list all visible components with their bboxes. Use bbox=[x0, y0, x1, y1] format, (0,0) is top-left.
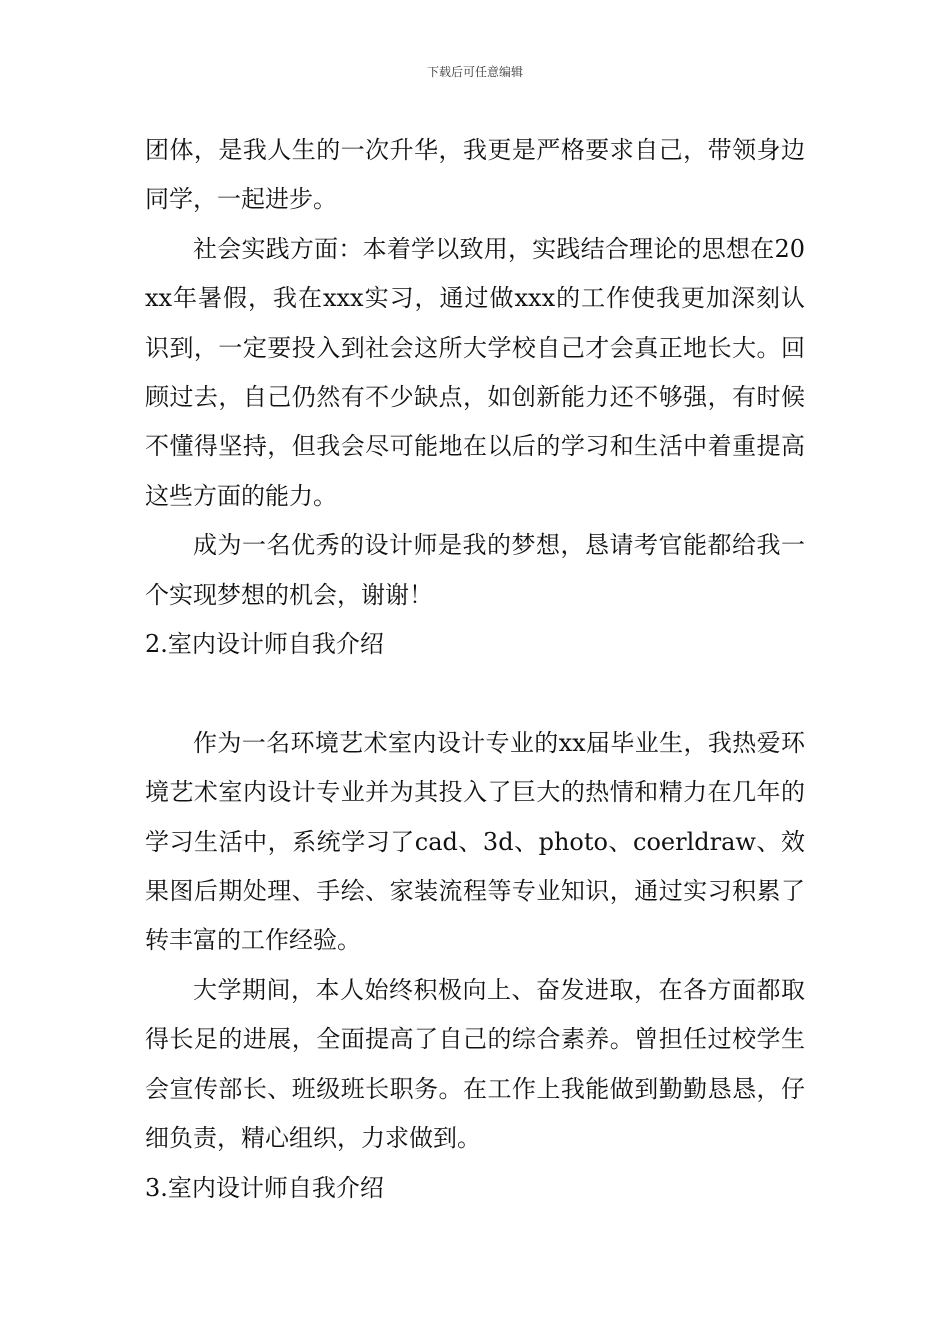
paragraph-introduction: 作为一名环境艺术室内设计专业的xx届毕业生，我热爱环境艺术室内设计专业并为其投入了巨大的热情和精力在几年的学习生活中，系统学习了cad、3d、photo、coerldraw、效果图后期处理、手绘、家装流程等专业知识，通过实习积累了转丰富的工作经验。 bbox=[145, 728, 805, 955]
paragraph-continuation: 团体，是我人生的一次升华，我更是严格要求自己，带领身边同学，一起进步。 bbox=[145, 136, 805, 214]
paragraph-closing: 成为一名优秀的设计师是我的梦想，恳请考官能都给我一个实现梦想的机会，谢谢！ bbox=[145, 531, 805, 609]
page-header-note: 下载后可任意编辑 bbox=[426, 65, 523, 79]
blank-line bbox=[145, 669, 805, 718]
document-body bbox=[145, 126, 805, 1213]
section-heading-2: 2.室内设计师自我介绍 bbox=[145, 630, 384, 659]
paragraph-social-practice: 社会实践方面：本着学以致用，实践结合理论的思想在20xx年暑假，我在xxx实习，通过做xxx的工作使我更加深刻认识到，一定要投入到社会这所大学校自己才会真正地长大。回顾过去，自己仍然有不少缺点，如创新能力还不够强，有时候不懂得坚持，但我会尽可能地在以后的学习和生活中着重提高这些方面的能力。 bbox=[145, 234, 805, 510]
paragraph-university: 大学期间，本人始终积极向上、奋发进取，在各方面都取得长足的进展，全面提高了自己的综合素养。曾担任过校学生会宣传部长、班级班长职务。在工作上我能做到勤勤恳恳，仔细负责，精心组织，力求做到。 bbox=[145, 975, 805, 1153]
section-heading-3: 3.室内设计师自我介绍 bbox=[145, 1173, 384, 1202]
